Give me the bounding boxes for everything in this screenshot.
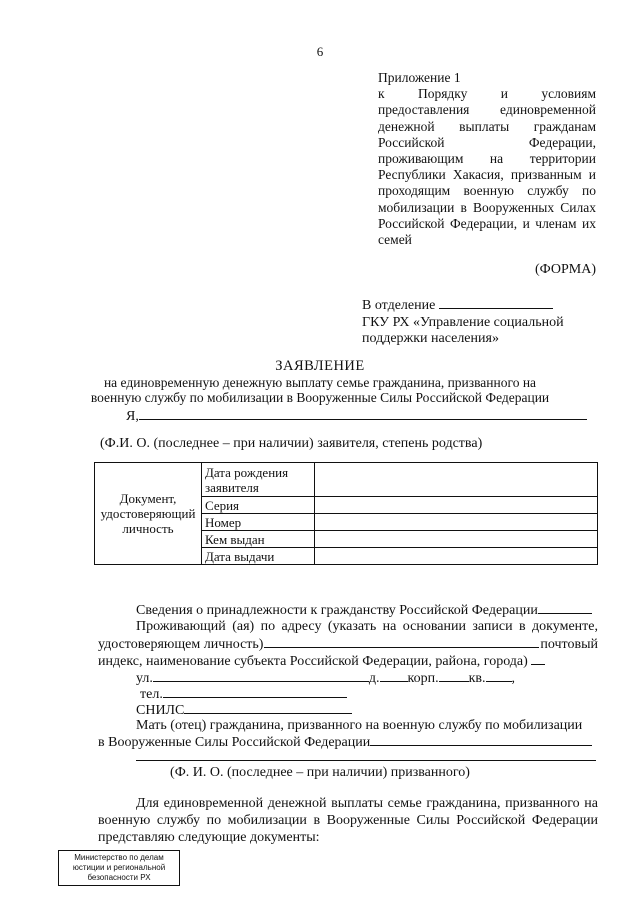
applicant-name-field[interactable]	[139, 407, 587, 420]
citizenship-label: Сведения о принадлежности к гражданству Российской Федерации	[136, 603, 538, 618]
addressee-line2: ГКУ РХ «Управление социальной	[362, 314, 564, 330]
subtitle-line1: на единовременную денежную выплату семье гражданина, призванного на	[103, 375, 537, 390]
stamp-line: Министерство по делам	[74, 853, 164, 862]
subtitle-line2: военную службу по мобилизации в Вооруженные Силы Российской Федерации	[90, 390, 550, 405]
department-field[interactable]	[439, 296, 553, 309]
issued-by-label: Кем выдан	[202, 531, 315, 548]
residing-line2	[98, 635, 598, 653]
apt-label: кв.	[468, 671, 486, 686]
issued-by-value[interactable]	[315, 531, 598, 548]
apt-field[interactable]	[486, 669, 512, 682]
citizenship-line	[136, 601, 592, 619]
street-field[interactable]	[153, 669, 369, 682]
appendix-heading	[378, 70, 596, 248]
appendix-line: Российской Федерации, и членам их	[378, 215, 596, 231]
mother-line2	[98, 733, 592, 751]
number-value[interactable]	[315, 514, 598, 531]
snils-field[interactable]	[184, 701, 352, 714]
page-number: 6	[316, 44, 324, 59]
appendix-line: Российской Федерации,	[378, 134, 596, 150]
appendix-line: к Порядку и условиям	[378, 86, 596, 102]
appendix-line: проходящим военную службу по	[378, 183, 596, 199]
region-field[interactable]	[531, 652, 545, 665]
appendix-line: денежной выплаты гражданам	[378, 118, 596, 134]
closing-line1: Для единовременной денежной выплаты семье гражданина, призванного на	[136, 796, 598, 811]
appendix-line: Республики Хакасия, призванным и	[378, 167, 596, 183]
conscript-name-field[interactable]	[370, 733, 592, 746]
residing-line2-end: почтовый	[540, 637, 598, 652]
residing-line2-start: удостоверяющем личность)	[98, 637, 264, 652]
street-line: ул. д. корп. кв. ,	[136, 671, 516, 686]
appendix-line: проживающим на территории	[378, 151, 596, 167]
house-field[interactable]	[380, 669, 408, 682]
document-title: ЗАЯВЛЕНИЕ	[275, 358, 365, 374]
ministry-stamp	[58, 850, 180, 886]
closing-line2: военную службу по мобилизации в Вооруженные Силы Российской Федерации	[98, 813, 598, 828]
form-marker: (ФОРМА)	[534, 262, 596, 277]
appendix-line: Приложение 1	[378, 70, 461, 85]
series-value[interactable]	[315, 497, 598, 514]
residing-line1: Проживающий (ая) по адресу (указать на основании записи в документе,	[136, 619, 598, 634]
mother-line2-text: в Вооруженные Силы Российской Федерации	[98, 735, 371, 750]
conscript-name-underline[interactable]	[136, 760, 596, 761]
series-label: Серия	[202, 497, 315, 514]
birth-date-label: Дата рождения заявителя	[202, 463, 315, 497]
issue-date-label: Дата выдачи	[202, 548, 315, 565]
address-field[interactable]	[264, 635, 539, 648]
i-label: Я,	[126, 409, 139, 424]
mother-line1: Мать (отец) гражданина, призванного на военную службу по мобилизации	[136, 718, 583, 733]
residing-line3	[98, 652, 545, 670]
addressee-block	[362, 296, 602, 348]
applicant-hint: (Ф.И. О. (последнее – при наличии) заявителя, степень родства)	[100, 436, 483, 451]
citizenship-field[interactable]	[538, 601, 592, 614]
stamp-line: безопасности РХ	[87, 873, 151, 882]
residing-line3-text: индекс, наименование субъекта Российской Федерации, района, города)	[98, 654, 528, 669]
birth-date-value[interactable]	[315, 463, 598, 497]
conscript-hint: (Ф. И. О. (последнее – при наличии) призванного)	[170, 765, 470, 780]
appendix-line: предоставления единовременной	[378, 102, 596, 118]
block-label: корп.	[407, 671, 439, 686]
addressee-line3: поддержки населения»	[362, 331, 499, 346]
phone-label: тел.	[140, 687, 163, 702]
stamp-line: юстиции и региональной	[72, 863, 166, 872]
applicant-line	[126, 407, 587, 425]
closing-line3: представляю следующие документы:	[98, 830, 320, 845]
street-label: ул.	[136, 671, 153, 686]
house-label: д.	[368, 671, 380, 686]
appendix-line: мобилизации в Вооруженных Силах	[378, 199, 596, 215]
block-field[interactable]	[439, 669, 469, 682]
snils-label: СНИЛС	[136, 703, 185, 718]
identity-document-table	[94, 462, 598, 565]
id-doc-label: Документ, удостоверяющий личность	[95, 463, 202, 565]
issue-date-value[interactable]	[315, 548, 598, 565]
appendix-line: семей	[378, 232, 412, 248]
number-label: Номер	[202, 514, 315, 531]
addressee-line1: В отделение	[362, 298, 436, 313]
phone-field[interactable]	[163, 685, 347, 698]
